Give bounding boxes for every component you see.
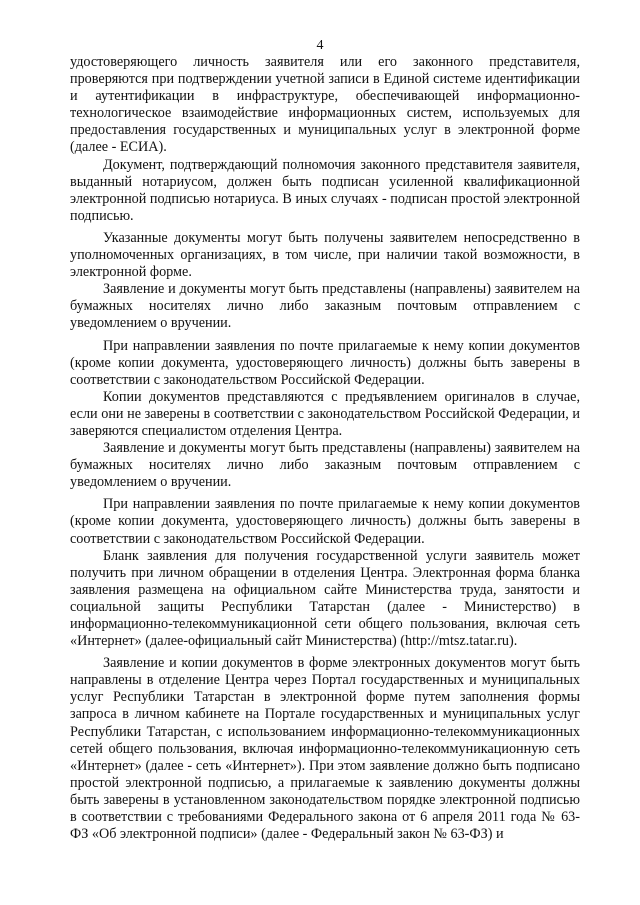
paragraph-copies-originals: Копии документов представляются с предъявлением оригиналов в случае, если они не заверены в соответствии с законодательством Российской Федерации, и заверяются специалистом отделения Центра.: [70, 388, 580, 439]
paragraph-mail-copies-repeat: При направлении заявления по почте прилагаемые к нему копии документов (кроме копии документа, удостоверяющего личность) должны быть заверены в соответствии с законодательством Российской Федерации.: [70, 496, 580, 547]
paragraph-representative-authority: Документ, подтверждающий полномочия законного представителя заявителя, выданный нотариусом, должен быть подписан усиленной квалификационной электронной подписью нотариуса. В иных случаях - подписан простой электронной подписью.: [70, 156, 580, 224]
paragraph-paper-submission: Заявление и документы могут быть представлены (направлены) заявителем на бумажных носителях лично либо заказным почтовым отправлением с уведомлением о вручении.: [70, 281, 580, 332]
paragraph-electronic-submission: Заявление и копии документов в форме электронных документов могут быть направлены в отделение Центра через Портал государственных и муниципальных услуг Республики Татарстан в электронной форме путем заполнения формы запроса в личном кабинете на Портале государственных и муниципальных услуг Республики Татарстан, с использованием информационно-телекоммуникационных сетей общего пользования, включая информационно-телекоммуникационную сеть «Интернет» (далее - сеть «Интернет»). При этом заявление должно быть подписано простой электронной подписью, а прилагаемые к заявлению документы должны быть заверены в установленном законодательством порядке электронной подписью в соответствии с требованиями Федерального закона от 6 апреля 2011 года № 63-ФЗ «Об электронной подписи» (далее - Федеральный закон № 63-ФЗ) и: [70, 655, 580, 843]
document-body: [70, 54, 580, 843]
page-number: 4: [316, 38, 324, 53]
paragraph-paper-submission-repeat: Заявление и документы могут быть представлены (направлены) заявителем на бумажных носителях лично либо заказным почтовым отправлением с уведомлением о вручении.: [70, 440, 580, 491]
paragraph-documents-obtained: Указанные документы могут быть получены заявителем непосредственно в уполномоченных организациях, в том числе, при наличии такой возможности, в электронной форме.: [70, 229, 580, 281]
paragraph-application-form: Бланк заявления для получения государственной услуги заявитель может получить при личном обращении в отделения Центра. Электронная форма бланка заявления размещена на официальном сайте Министерства труда, занятости и социальной защиты Республики Татарстан (далее - Министерство) в информационно-телекоммуникационной сети общего пользования, включая сеть «Интернет» (далее-официальный сайт Министерства) (http://mtsz.tatar.ru).: [70, 547, 580, 650]
paragraph-mail-copies: При направлении заявления по почте прилагаемые к нему копии документов (кроме копии документа, удостоверяющего личность) должны быть заверены в соответствии с законодательством Российской Федерации.: [70, 337, 580, 388]
paragraph-esia-verification: удостоверяющего личность заявителя или его законного представителя, проверяются при подтверждении учетной записи в Единой системе идентификации и аутентификации в инфраструктуре, обеспечивающей информационно-технологическое взаимодействие информационных систем, используемых для предоставления государственных и муниципальных услуг в электронной форме (далее - ЕСИА).: [70, 54, 580, 156]
